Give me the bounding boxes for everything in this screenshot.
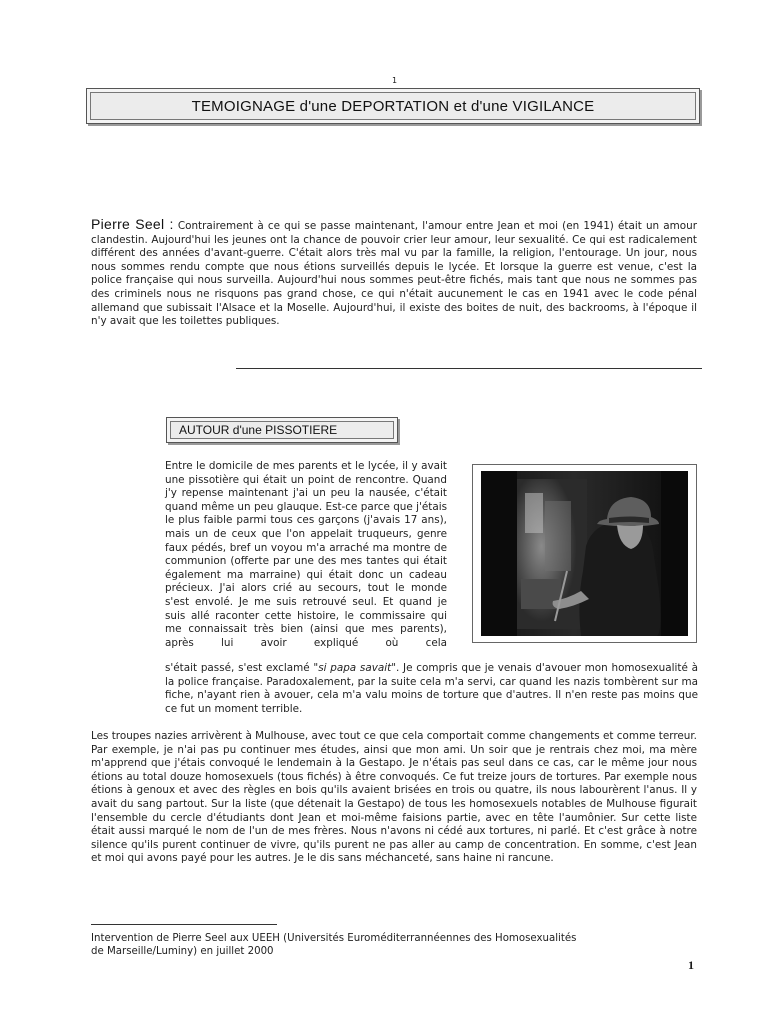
section-divider (236, 368, 702, 369)
wide-text-before: s'était passé, s'est exclamé " (165, 662, 319, 674)
man-with-hat-photo (481, 471, 688, 636)
footnote (91, 932, 671, 959)
footnote-marker: 1 (392, 76, 398, 85)
quoted-phrase: si papa savait (318, 662, 392, 674)
wide-text-after: ". Je compris que je venais d'avouer mon homosexualité à la police française. Paradoxalement, par la suite cela m'a servi, car quand les nazis tombèrent sur ma fiche, n'ayant rien à avouer, cela m'a valu moins de torture que d'autres. Il n'en reste pas moins que ce fut un moment terrible. (165, 662, 698, 715)
title-inner-frame (90, 92, 696, 120)
document-title: TEMOIGNAGE d'une DEPORTATION et d'une VIGILANCE (191, 97, 595, 115)
intro-text: Contrairement à ce qui se passe maintenant, l'amour entre Jean et moi (en 1941) était un amour clandestin. Aujourd'hui les jeunes ont la chance de pouvoir crier leur amour, leur sexualité. Ce qui est radicalement différent des années d'avant-guerre. C'était alors très mal vu par la famille, la religion, l'entourage. Un jour, nous nous sommes rendu compte que nous étions surveillés depuis le lycée. Et lorsque la guerre est venue, c'est la police française qui nous surveilla. Aujourd'hui nous sommes peut-être fichés, mais tant que nous ne sommes pas des criminels nous ne risquons pas grand chose, ce qui n'était aucunement le cas en 1941 avec le code pénal allemand que subissait l'Alsace et la Moselle. Aujourd'hui, il existe des boites de nuit, des backrooms, à l'époque il n'y avait que les toilettes publiques. (91, 220, 698, 328)
page-number: 1 (688, 958, 694, 972)
footnote-separator (91, 924, 277, 925)
intro-paragraph (91, 218, 697, 329)
speaker-name: Pierre Seel : (91, 216, 174, 232)
section-title-box (166, 417, 398, 443)
title-box (86, 88, 700, 124)
footnote-line-1: Intervention de Pierre Seel aux UEEH (Universités Euroméditerrannéennes des Homosexualités (91, 933, 577, 944)
section-title: AUTOUR d'une PISSOTIERE (179, 423, 338, 437)
section-title-inner (170, 421, 394, 439)
photo-frame (472, 464, 697, 643)
footnote-line-2: de Marseille/Luminy) en juillet 2000 (91, 946, 274, 958)
section-column-text: Entre le domicile de mes parents et le lycée, il y avait une pissotière qui était un point de rencontre. Quand j'y repense maintenant j'ai un peu la nausée, c'était quand même un peu glauque. Est-ce parce que j'étais le plus faible parmi tous ces garçons (j'avais 17 ans), mais un de ceux que l'on appelait truqueurs, genre faux pédés, bref un voyou m'a arraché ma montre de communion (offerte par une des mes tantes qui était également ma marraine) qui était donc un cadeau précieux. J'ai alors crié au secours, tout le monde s'est envolé. Je me suis retrouvé seul. Et quand je suis allé raconter cette histoire, le commissaire qui me connaissait très bien (ainsi que mes parents), après lui avoir expliqué où cela (165, 460, 447, 649)
section-wide-text (165, 662, 698, 716)
gestapo-paragraph: Les troupes nazies arrivèrent à Mulhouse, avec tout ce que cela comportait comme changements et comme terreur. Par exemple, je n'ai pas pu continuer mes études, ainsi que mon ami. Un soir que je rentrais chez moi, ma mère m'apprend que j'étais convoqué le lendemain à la Gestapo. Je n'étais pas seul dans ce cas, car le même jour nous étions au total douze homosexuels (tous fichés) à être convoqués. Ce fut treize jours de tortures. Par exemple nous étions à genoux et avec des règles en bois qu'ils avaient brisées en trois ou quatre, ils nous labourèrent l'anus. Il y avait du sang partout. Sur la liste (que détenait la Gestapo) de tous les homosexuels notables de Mulhouse figurait l'ensemble du cercle d'étudiants dont Jean et moi-même faisions partie, avec en tête l'aumônier. Sur cette liste était aussi marqué le nom de l'un de mes frères. Nous n'avons ni cédé aux tortures, ni parlé. Et c'est grâce à notre silence qu'ils purent continuer de vivre, qu'ils purent ne pas aller au camp de concentration. En somme, c'est Jean et moi qui avons payé pour les autres. Je le dis sans méchanceté, sans haine ni rancune. (91, 730, 697, 865)
